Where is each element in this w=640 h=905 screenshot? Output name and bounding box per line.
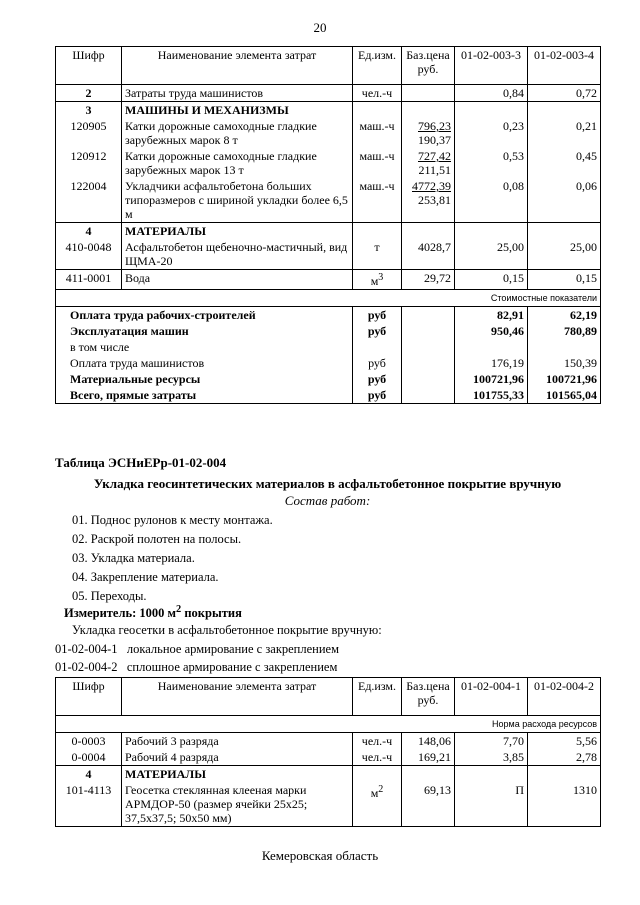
work-item: 04. Закрепление материала. bbox=[72, 570, 219, 584]
cost-value-2: 780,89 bbox=[528, 323, 601, 339]
table-row bbox=[56, 749, 601, 766]
section-code: 3 bbox=[56, 102, 122, 119]
row-price bbox=[402, 148, 455, 178]
cost-unit bbox=[353, 339, 402, 355]
row-value-1: 0,15 bbox=[455, 270, 528, 290]
row-unit: маш.-ч bbox=[353, 178, 402, 223]
resource-table-1 bbox=[55, 46, 601, 404]
price-top: 4772,39 bbox=[412, 179, 451, 193]
variant-line: 01-02-004-1 локальное армирование с закреплением bbox=[55, 642, 339, 656]
cost-row bbox=[56, 371, 601, 387]
norm-header: Норма расхода ресурсов bbox=[56, 716, 601, 733]
row-code: 122004 bbox=[56, 178, 122, 223]
row-name: Катки дорожные самоходные гладкие зарубежных марок 13 т bbox=[122, 148, 353, 178]
row-unit: $м^2$ bbox=[353, 782, 402, 827]
row-code: 120912 bbox=[56, 148, 122, 178]
cost-name: Эксплуатация машин bbox=[56, 323, 353, 339]
cost-row bbox=[56, 307, 601, 324]
row-value-2: 0,21 bbox=[528, 118, 601, 148]
section-code: 4 bbox=[56, 766, 122, 783]
meter-line: Измеритель: 1000 $м^2$ покрытия bbox=[64, 604, 242, 621]
row-unit: т bbox=[353, 239, 402, 270]
col-header-unit: Ед.изм. bbox=[353, 678, 402, 716]
section-heading: Укладка геосинтетических материалов в асфальтобетонное покрытие вручную bbox=[93, 476, 562, 491]
row-name: Укладчики асфальтобетона больших типоразмеров с шириной укладки более 6,5 м bbox=[122, 178, 353, 223]
row-unit: $м^3$ bbox=[353, 270, 402, 290]
work-item: 05. Переходы. bbox=[72, 589, 147, 603]
row-code: 0-0003 bbox=[56, 733, 122, 750]
section-title: МАТЕРИАЛЫ bbox=[122, 766, 353, 783]
row-value-2: 0,72 bbox=[528, 85, 601, 102]
row-code: 101-4113 bbox=[56, 782, 122, 827]
work-composition-title: Состав работ: bbox=[284, 493, 371, 508]
resource-table-2 bbox=[55, 677, 601, 827]
price-top: 727,42 bbox=[418, 149, 451, 163]
cost-price bbox=[402, 355, 455, 371]
col-header-v2: 01-02-004-2 bbox=[528, 678, 601, 716]
cost-header-row bbox=[56, 290, 601, 307]
cost-value-1: 176,19 bbox=[455, 355, 528, 371]
cost-name: Оплата труда машинистов bbox=[56, 355, 353, 371]
row-value-2: 5,56 bbox=[528, 733, 601, 750]
norm-header-row bbox=[56, 716, 601, 733]
row-value-2: 0,15 bbox=[528, 270, 601, 290]
section-title: МАШИНЫ И МЕХАНИЗМЫ bbox=[122, 102, 353, 119]
table-header-row bbox=[56, 47, 601, 85]
table-row bbox=[56, 733, 601, 750]
row-name: Катки дорожные самоходные гладкие зарубежных марок 8 т bbox=[122, 118, 353, 148]
row-price bbox=[402, 85, 455, 102]
row-value-1: 0,23 bbox=[455, 118, 528, 148]
row-value-1: 3,85 bbox=[455, 749, 528, 766]
table-row bbox=[56, 178, 601, 223]
price-top: 796,23 bbox=[418, 119, 451, 133]
cost-value-1: 101755,33 bbox=[455, 387, 528, 404]
table-row bbox=[56, 118, 601, 148]
table-row bbox=[56, 239, 601, 270]
cost-value-1: 950,46 bbox=[455, 323, 528, 339]
cost-row bbox=[56, 355, 601, 371]
row-value-1: 0,08 bbox=[455, 178, 528, 223]
row-price: 69,13 bbox=[402, 782, 455, 827]
page-footer: Кемеровская область bbox=[261, 848, 379, 863]
work-item: 03. Укладка материала. bbox=[72, 551, 195, 565]
cost-price bbox=[402, 371, 455, 387]
price-bottom: 211,51 bbox=[418, 163, 451, 177]
row-unit: чел.-ч bbox=[353, 733, 402, 750]
col-header-price: Баз.цена руб. bbox=[402, 47, 455, 85]
row-value-2: 0,06 bbox=[528, 178, 601, 223]
row-value-1: 7,70 bbox=[455, 733, 528, 750]
row-unit: чел.-ч bbox=[353, 749, 402, 766]
cost-name: Всего, прямые затраты bbox=[56, 387, 353, 404]
row-name: Затраты труда машинистов bbox=[122, 85, 353, 102]
cost-name: в том числе bbox=[56, 339, 353, 355]
row-code: 411-0001 bbox=[56, 270, 122, 290]
row-price: 29,72 bbox=[402, 270, 455, 290]
cost-value-2: 101565,04 bbox=[528, 387, 601, 404]
price-bottom: 190,37 bbox=[418, 133, 451, 147]
row-value-2: 2,78 bbox=[528, 749, 601, 766]
cost-value-1: 100721,96 bbox=[455, 371, 528, 387]
cost-row bbox=[56, 387, 601, 404]
cost-value-2: 100721,96 bbox=[528, 371, 601, 387]
cost-price bbox=[402, 323, 455, 339]
col-header-v1: 01-02-003-3 bbox=[455, 47, 528, 85]
col-header-name: Наименование элемента затрат bbox=[122, 47, 353, 85]
page-number: 20 bbox=[313, 20, 327, 35]
cost-value-2: 150,39 bbox=[528, 355, 601, 371]
row-code: 0-0004 bbox=[56, 749, 122, 766]
section-row bbox=[56, 223, 601, 240]
cost-unit: руб bbox=[353, 355, 402, 371]
cost-unit: руб bbox=[353, 387, 402, 404]
row-code: 410-0048 bbox=[56, 239, 122, 270]
row-name: Рабочий 4 разряда bbox=[122, 749, 353, 766]
row-unit: маш.-ч bbox=[353, 118, 402, 148]
row-price: 4028,7 bbox=[402, 239, 455, 270]
intro-line: Укладка геосетки в асфальтобетонное покрытие вручную: bbox=[72, 623, 382, 637]
cost-unit: руб bbox=[353, 323, 402, 339]
row-name: Геосетка стеклянная клееная марки АРМДОР-50 (размер ячейки 25х25; 37,5х37,5; 50х50 мм) bbox=[122, 782, 353, 827]
row-unit: маш.-ч bbox=[353, 148, 402, 178]
row-name: Асфальтобетон щебеночно-мастичный, вид ЩМА-20 bbox=[122, 239, 353, 270]
row-value-2: 0,45 bbox=[528, 148, 601, 178]
col-header-v1: 01-02-004-1 bbox=[455, 678, 528, 716]
cost-value-1: 82,91 bbox=[455, 307, 528, 324]
cost-header: Стоимостные показатели bbox=[56, 290, 601, 307]
col-header-unit: Ед.изм. bbox=[353, 47, 402, 85]
section-row bbox=[56, 766, 601, 783]
col-header-name: Наименование элемента затрат bbox=[122, 678, 353, 716]
cost-value-2: 62,19 bbox=[528, 307, 601, 324]
table-header-row bbox=[56, 678, 601, 716]
row-value-2: 25,00 bbox=[528, 239, 601, 270]
price-bottom: 253,81 bbox=[418, 193, 451, 207]
row-value-1: 0,53 bbox=[455, 148, 528, 178]
table-title: Таблица ЭСНиЕРр-01-02-004 bbox=[55, 455, 227, 470]
cost-row bbox=[56, 323, 601, 339]
col-header-price: Баз.цена руб. bbox=[402, 678, 455, 716]
section-code: 4 bbox=[56, 223, 122, 240]
table-row bbox=[56, 148, 601, 178]
row-unit: чел.-ч bbox=[353, 85, 402, 102]
section-row bbox=[56, 102, 601, 119]
row-code: 2 bbox=[56, 85, 122, 102]
section-title: МАТЕРИАЛЫ bbox=[122, 223, 353, 240]
col-header-code: Шифр bbox=[56, 678, 122, 716]
cost-price bbox=[402, 387, 455, 404]
row-value-1: П bbox=[455, 782, 528, 827]
table-row bbox=[56, 270, 601, 290]
cost-value-2 bbox=[528, 339, 601, 355]
cost-name: Материальные ресурсы bbox=[56, 371, 353, 387]
variant-line: 01-02-004-2 сплошное армирование с закреплением bbox=[55, 660, 338, 674]
row-price: 148,06 bbox=[402, 733, 455, 750]
row-price: 169,21 bbox=[402, 749, 455, 766]
row-code: 120905 bbox=[56, 118, 122, 148]
table-row bbox=[56, 782, 601, 827]
cost-unit: руб bbox=[353, 371, 402, 387]
cost-row bbox=[56, 339, 601, 355]
row-name: Рабочий 3 разряда bbox=[122, 733, 353, 750]
cost-unit: руб bbox=[353, 307, 402, 324]
row-price bbox=[402, 178, 455, 223]
table-row bbox=[56, 85, 601, 102]
cost-value-1 bbox=[455, 339, 528, 355]
row-value-1: 0,84 bbox=[455, 85, 528, 102]
row-price bbox=[402, 118, 455, 148]
cost-price bbox=[402, 339, 455, 355]
cost-price bbox=[402, 307, 455, 324]
row-value-1: 25,00 bbox=[455, 239, 528, 270]
cost-name: Оплата труда рабочих-строителей bbox=[56, 307, 353, 324]
col-header-code: Шифр bbox=[56, 47, 122, 85]
work-item: 02. Раскрой полотен на полосы. bbox=[72, 532, 242, 546]
row-name: Вода bbox=[122, 270, 353, 290]
row-value-2: 1310 bbox=[528, 782, 601, 827]
work-item: 01. Поднос рулонов к месту монтажа. bbox=[72, 513, 273, 527]
col-header-v2: 01-02-003-4 bbox=[528, 47, 601, 85]
